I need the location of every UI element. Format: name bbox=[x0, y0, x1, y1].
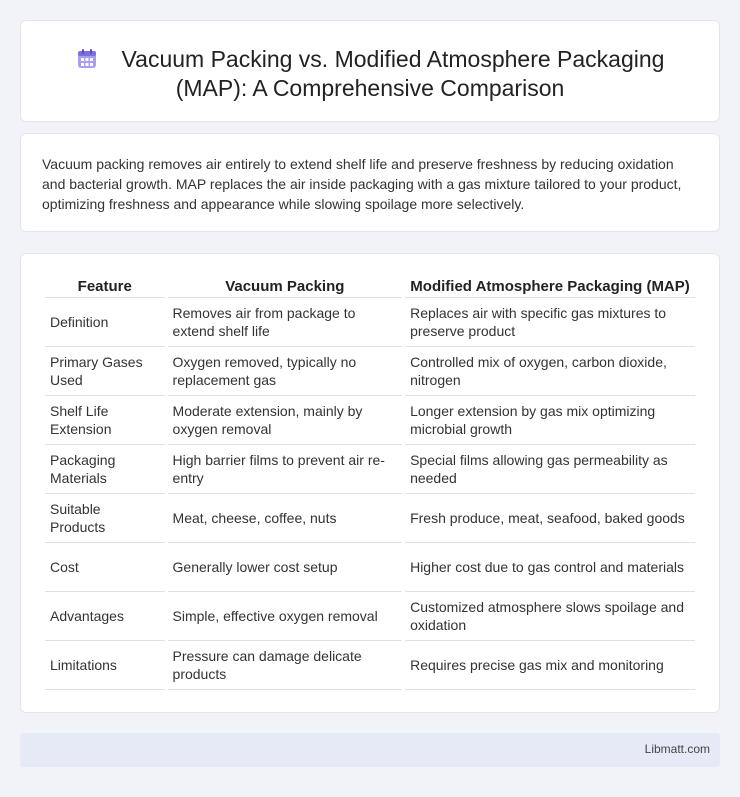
vacuum-cell: Simple, effective oxygen removal bbox=[168, 592, 403, 641]
map-cell: Special films allowing gas permeability as needed bbox=[405, 445, 695, 494]
footer bbox=[20, 733, 720, 767]
feature-cell: Cost bbox=[45, 543, 165, 592]
intro-card bbox=[20, 133, 720, 232]
page-title bbox=[21, 45, 719, 103]
page-title-text: Vacuum Packing vs. Modified Atmosphere Packaging (MAP): A Comprehensive Comparison bbox=[121, 46, 665, 101]
table-header-row bbox=[45, 276, 695, 298]
table-row bbox=[45, 298, 695, 347]
table-row bbox=[45, 641, 695, 690]
calendar-icon bbox=[76, 48, 98, 70]
vacuum-cell: Meat, cheese, coffee, nuts bbox=[168, 494, 403, 543]
comparison-card bbox=[20, 253, 720, 713]
vacuum-cell: Oxygen removed, typically no replacement gas bbox=[168, 347, 403, 396]
map-cell: Controlled mix of oxygen, carbon dioxide, nitrogen bbox=[405, 347, 695, 396]
map-cell: Longer extension by gas mix optimizing microbial growth bbox=[405, 396, 695, 445]
map-cell: Fresh produce, meat, seafood, baked goods bbox=[405, 494, 695, 543]
header-feature: Feature bbox=[45, 276, 165, 298]
header-map: Modified Atmosphere Packaging (MAP) bbox=[405, 276, 695, 298]
feature-cell: Suitable Products bbox=[45, 494, 165, 543]
table-row bbox=[45, 347, 695, 396]
vacuum-cell: Generally lower cost setup bbox=[168, 543, 403, 592]
map-cell: Customized atmosphere slows spoilage and oxidation bbox=[405, 592, 695, 641]
table-row bbox=[45, 494, 695, 543]
table-row bbox=[45, 445, 695, 494]
footer-brand-link[interactable]: Libmatt.com bbox=[644, 742, 710, 756]
feature-cell: Packaging Materials bbox=[45, 445, 165, 494]
feature-cell: Advantages bbox=[45, 592, 165, 641]
vacuum-cell: Removes air from package to extend shelf life bbox=[168, 298, 403, 347]
feature-cell: Shelf Life Extension bbox=[45, 396, 165, 445]
table-row bbox=[45, 592, 695, 641]
vacuum-cell: Pressure can damage delicate products bbox=[168, 641, 403, 690]
vacuum-cell: High barrier films to prevent air re-entry bbox=[168, 445, 403, 494]
feature-cell: Primary Gases Used bbox=[45, 347, 165, 396]
map-cell: Requires precise gas mix and monitoring bbox=[405, 641, 695, 690]
vacuum-cell: Moderate extension, mainly by oxygen removal bbox=[168, 396, 403, 445]
map-cell: Replaces air with specific gas mixtures to preserve product bbox=[405, 298, 695, 347]
feature-cell: Definition bbox=[45, 298, 165, 347]
title-wrap bbox=[21, 45, 719, 103]
feature-cell: Limitations bbox=[45, 641, 165, 690]
comparison-table bbox=[42, 276, 698, 690]
table-row bbox=[45, 396, 695, 445]
table-row bbox=[45, 543, 695, 592]
map-cell: Higher cost due to gas control and materials bbox=[405, 543, 695, 592]
intro-paragraph: Vacuum packing removes air entirely to extend shelf life and preserve freshness by reducing oxidation and bacterial growth. MAP replaces the air inside packaging with a gas mixture tailored to your product, optimizing freshness and appearance while slowing spoilage more selectively. bbox=[42, 156, 682, 212]
header-vacuum-packing: Vacuum Packing bbox=[168, 276, 403, 298]
title-card bbox=[20, 20, 720, 122]
